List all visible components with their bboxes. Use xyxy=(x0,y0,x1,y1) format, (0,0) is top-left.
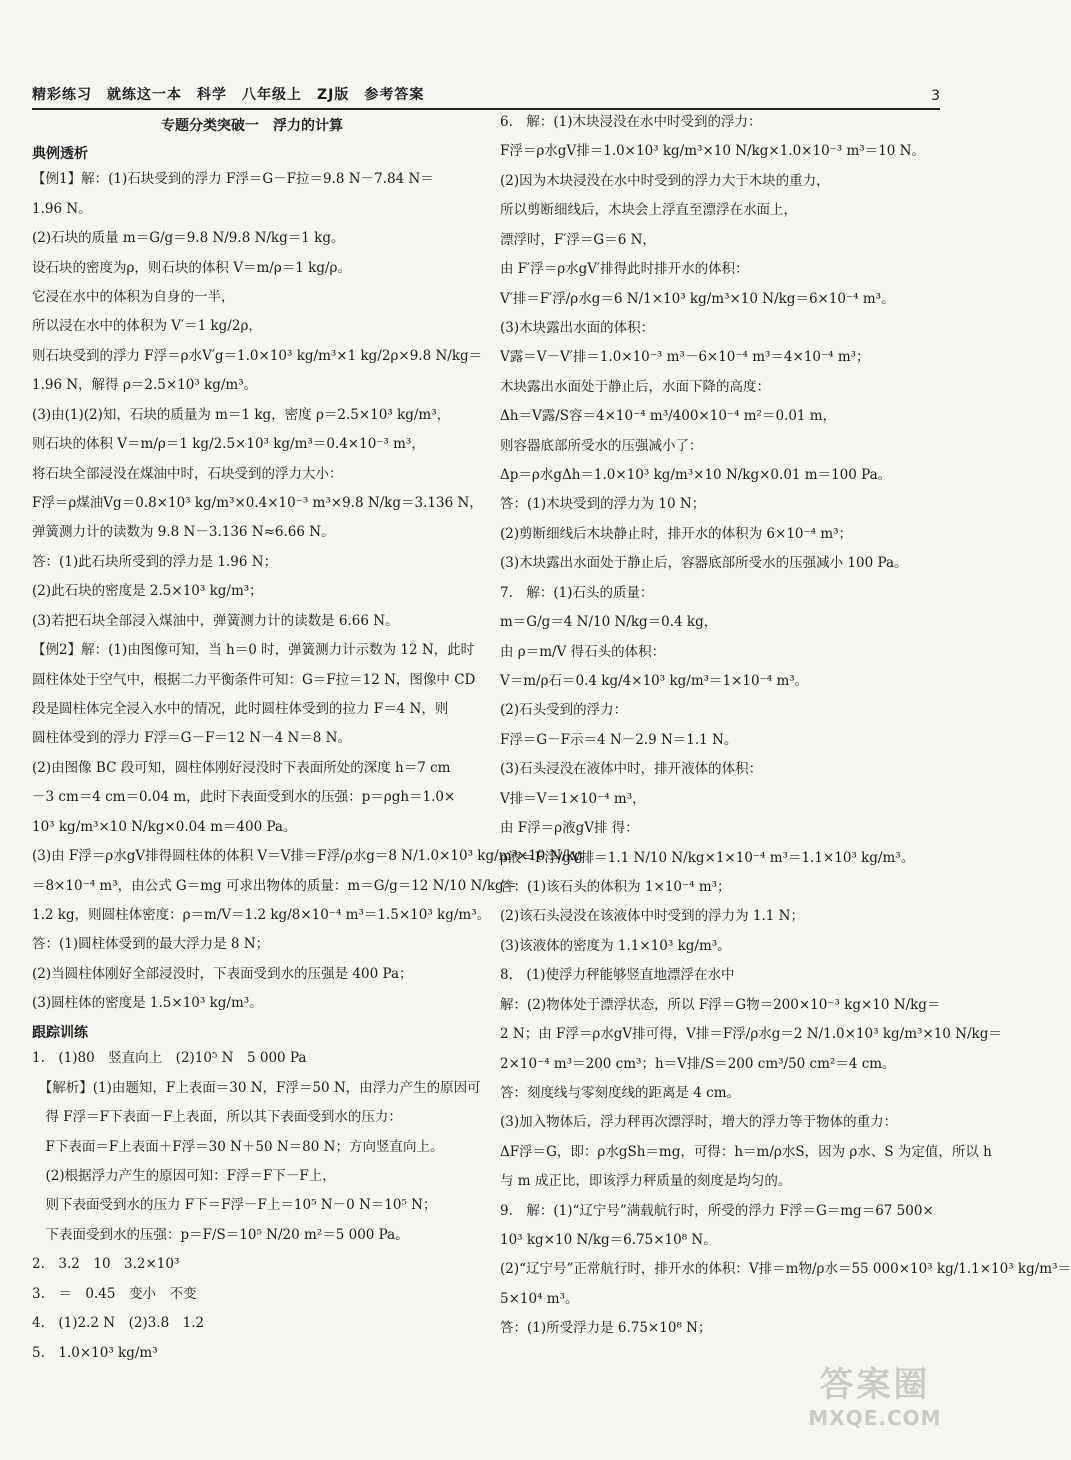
text-line: 8. (1)使浮力秤能够竖直地漂浮在水中 xyxy=(500,967,735,984)
text-line: 由 F′浮＝ρ水gV′排得此时排开水的体积： xyxy=(500,261,749,278)
text-line: F浮＝G－F示＝4 N－2.9 N＝1.1 N。 xyxy=(500,731,738,748)
text-line: 5. 1.0×10³ kg/m³ xyxy=(32,1344,158,1361)
text-line: 答：(1)所受浮力是 6.75×10⁸ N； xyxy=(500,1320,712,1337)
text-line: (3)该液体的密度为 1.1×10³ kg/m³。 xyxy=(500,937,731,954)
text-line: (2)剪断细线后木块静止时，排开水的体积为 6×10⁻⁴ m³； xyxy=(500,525,853,542)
text-line: V排＝V＝1×10⁻⁴ m³， xyxy=(500,790,646,807)
text-line: (2)该石头浸没在该液体中时受到的浮力为 1.1 N； xyxy=(500,908,804,925)
text-line: Δp＝ρ水gΔh＝1.0×10³ kg/m³×10 N/kg×0.01 m＝100 Pa。 xyxy=(500,467,892,484)
text-line: 答：刻度线与零刻度线的距离是 4 cm。 xyxy=(500,1084,741,1101)
text-line: 4. (1)2.2 N (2)3.8 1.2 xyxy=(32,1315,205,1332)
text-line: 1.96 N，解得 ρ＝2.5×10³ kg/m³。 xyxy=(32,377,258,394)
text-line: 由 ρ＝m/V 得石头的体积： xyxy=(500,643,666,660)
text-line: (2)此石块的密度是 2.5×10³ kg/m³； xyxy=(32,583,263,600)
text-line: (2)“辽宁号”正常航行时，排开水的体积：V排＝m物/ρ水＝55 000×10³ kg/1.1×10³ kg/m³＝ xyxy=(500,1261,1071,1278)
text-line: 则容器底部所受水的压强减小了： xyxy=(500,437,703,454)
text-line: (3)石头浸没在液体中时，排开液体的体积： xyxy=(500,761,763,778)
text-line: (3)由 F浮＝ρ水gV排得圆柱体的体积 V＝V排＝F浮/ρ水g＝8 N/1.0×10³ kg/m³×10 N/kg xyxy=(32,848,583,865)
text-line: 答：(1)木块受到的浮力为 10 N； xyxy=(500,496,706,513)
text-line: Δh＝V露/S容＝4×10⁻⁴ m³/400×10⁻⁴ m²＝0.01 m， xyxy=(500,408,837,425)
text-line: 【解析】(1)由题知，F上表面＝30 N，F浮＝50 N，由浮力产生的原因可 xyxy=(32,1079,481,1096)
page-number: 3 xyxy=(931,88,940,104)
text-line: ΔF浮＝G，即：ρ水gSh＝mg，可得：h＝m/ρ水S，因为 ρ水、S 为定值，所以 h xyxy=(500,1143,992,1160)
text-line: (2)石块的质量 m＝G/g＝9.8 N/9.8 N/kg＝1 kg。 xyxy=(32,230,345,247)
watermark-logo xyxy=(770,1357,980,1452)
text-line: (3)加入物体后，浮力秤再次漂浮时，增大的浮力等于物体的重力： xyxy=(500,1114,898,1131)
text-line: 5×10⁴ m³。 xyxy=(500,1290,579,1307)
text-line: 解：(2)物体处于漂浮状态，所以 F浮＝G物＝200×10⁻³ kg×10 N/kg＝ xyxy=(500,996,941,1013)
text-line: 所以浸在水中的体积为 V′＝1 kg/2ρ， xyxy=(32,318,262,335)
right-column xyxy=(500,112,1071,1348)
text-line: 3. ＝ 0.45 变小 不变 xyxy=(32,1285,197,1302)
text-line: 由 F浮＝ρ液gV排 得： xyxy=(500,820,639,837)
text-line: 1.2 kg，则圆柱体密度：ρ＝m/V＝1.2 kg/8×10⁻⁴ m³＝1.5×10³ kg/m³。 xyxy=(32,906,491,923)
text-line: V′排＝F′浮/ρ水g＝6 N/1×10³ kg/m³×10 N/kg＝6×10⁻⁴ m³。 xyxy=(500,290,895,307)
watermark-text: 答案圈 xyxy=(819,1365,931,1405)
text-line: (2)石头受到的浮力： xyxy=(500,702,628,719)
text-line: 10³ kg×10 N/kg＝6.75×10⁸ N。 xyxy=(500,1232,717,1249)
text-line: ＝8×10⁻⁴ m³，由公式 G＝mg 可求出物体的质量：m＝G/g＝12 N/10 N/kg＝ xyxy=(32,877,518,894)
watermark-url: MXQE.COM xyxy=(808,1406,942,1430)
text-line: (3)由(1)(2)知，石块的质量为 m＝1 kg，密度 ρ＝2.5×10³ kg/m³， xyxy=(32,406,451,423)
text-line: V露＝V－V′排＝1.0×10⁻³ m³－6×10⁻⁴ m³＝4×10⁻⁴ m³； xyxy=(500,349,870,366)
text-line: －3 cm＝4 cm＝0.04 m，此时下表面受到水的压强：p＝ρgh＝1.0× xyxy=(32,789,456,806)
text-line: 弹簧测力计的读数为 9.8 N－3.136 N≈6.66 N。 xyxy=(32,524,335,541)
text-line: 1.96 N。 xyxy=(32,200,92,217)
text-line: F浮＝ρ水gV排＝1.0×10³ kg/m³×10 N/kg×1.0×10⁻³ m³＝10 N。 xyxy=(500,143,925,160)
text-line: 则石块的体积 V＝m/ρ＝1 kg/2.5×10³ kg/m³＝0.4×10⁻³ m³， xyxy=(32,436,425,453)
text-line: 得 F浮＝F下表面－F上表面，所以其下表面受到水的压力： xyxy=(32,1109,402,1126)
text-line: 木块露出水面处于静止后，水面下降的高度： xyxy=(500,378,770,395)
text-line: 10³ kg/m³×10 N/kg×0.04 m＝400 Pa。 xyxy=(32,818,297,835)
text-line: 2 N；由 F浮＝ρ水gV排可得，V排＝F浮/ρ水g＝2 N/1.0×10³ kg/m³×10 N/kg＝ xyxy=(500,1026,1002,1043)
header-title: 精彩练习 就练这一本 科学 八年级上 ZJ版 参考答案 xyxy=(32,87,425,103)
text-line: F浮＝ρ煤油Vg＝0.8×10³ kg/m³×0.4×10⁻³ m³×9.8 N/kg＝3.136 N， xyxy=(32,495,483,512)
text-line: 2. 3.2 10 3.2×10³ xyxy=(32,1256,180,1273)
text-line: 则石块受到的浮力 F浮＝ρ水V′g＝1.0×10³ kg/m³×1 kg/2ρ×9.8 N/kg＝ xyxy=(32,347,483,364)
text-line: 2×10⁻⁴ m³＝200 cm³；h＝V排/S＝200 cm³/50 cm²＝4 cm。 xyxy=(500,1055,896,1072)
text-line: m＝G/g＝4 N/10 N/kg＝0.4 kg， xyxy=(500,614,718,631)
answers-body xyxy=(500,112,1071,1339)
page-header xyxy=(32,74,940,110)
text-line: (2)因为木块浸没在水中时受到的浮力大于木块的重力， xyxy=(500,172,830,189)
text-line: 1. (1)80 竖直向上 (2)10⁵ N 5 000 Pa xyxy=(32,1050,307,1067)
text-line: (3)圆柱体的密度是 1.5×10³ kg/m³。 xyxy=(32,995,263,1012)
text-line: 6. 解：(1)木块浸没在水中时受到的浮力： xyxy=(500,114,762,130)
text-line: 圆柱体受到的浮力 F浮＝G－F＝12 N－4 N＝8 N。 xyxy=(32,730,351,747)
text-line: 7. 解：(1)石头的质量： xyxy=(500,584,654,601)
text-line: 圆柱体处于空气中，根据二力平衡条件可知：G＝F拉＝12 N，图像中 CD xyxy=(32,671,476,688)
section-heading-practice: 跟踪训练 xyxy=(32,1024,88,1041)
text-line: (3)木块露出水面的体积： xyxy=(500,319,655,336)
text-line: 设石块的密度为ρ，则石块的体积 V＝m/ρ＝1 kg/ρ。 xyxy=(32,259,351,276)
text-line: 将石块全部浸没在煤油中时，石块受到的浮力大小： xyxy=(32,465,343,482)
section-heading-examples: 典例透析 xyxy=(32,145,88,162)
text-line: 所以剪断细线后，木块会上浮直至漂浮在水面上， xyxy=(500,202,797,219)
text-line: V＝m/ρ石＝0.4 kg/4×10³ kg/m³＝1×10⁻⁴ m³。 xyxy=(500,673,809,690)
text-line: F下表面＝F上表面＋F浮＝30 N＋50 N＝80 N；方向竖直向上。 xyxy=(32,1138,444,1155)
text-line: (3)若把石块全部浸入煤油中，弹簧测力计的读数是 6.66 N。 xyxy=(32,612,399,629)
text-line: 答：(1)此石块所受到的浮力是 1.96 N； xyxy=(32,553,278,570)
text-line: (3)木块露出水面处于静止后，容器底部所受水的压强减小 100 Pa。 xyxy=(500,555,908,572)
text-line: 答：(1)圆柱体受到的最大浮力是 8 N； xyxy=(32,936,270,953)
text-line: ρ液＝F浮/gV排＝1.1 N/10 N/kg×1×10⁻⁴ m³＝1.1×10³ kg/m³。 xyxy=(500,849,915,866)
text-line: 【例1】解：(1)石块受到的浮力 F浮＝G－F拉＝9.8 N－7.84 N＝ xyxy=(32,171,434,188)
section-title: 专题分类突破一 浮力的计算 xyxy=(161,118,343,134)
text-line: 漂浮时，F′浮＝G＝6 N， xyxy=(500,231,656,248)
text-line: 它浸在水中的体积为自身的一半， xyxy=(32,289,235,306)
text-line: 【例2】解：(1)由图像可知，当 h＝0 时，弹簧测力计示数为 12 N，此时 xyxy=(32,642,475,659)
text-line: 下表面受到水的压强：p＝F/S＝10⁵ N/20 m²＝5 000 Pa。 xyxy=(32,1226,409,1243)
text-line: 段是圆柱体完全浸入水中的情况，此时圆柱体受到的拉力 F＝4 N，则 xyxy=(32,700,449,717)
practice-body xyxy=(32,1048,481,1363)
text-line: 答：(1)该石头的体积为 1×10⁻⁴ m³； xyxy=(500,878,731,895)
text-line: (2)由图像 BC 段可知，圆柱体刚好浸没时下表面所处的深度 h＝7 cm xyxy=(32,759,451,776)
text-line: 9. 解：(1)“辽宁号”满载航行时，所受的浮力 F浮＝G＝mg＝67 500× xyxy=(500,1202,934,1219)
text-line: (2)根据浮力产生的原因可知：F浮＝F下－F上， xyxy=(32,1167,336,1184)
text-line: 则下表面受到水的压力 F下＝F浮－F上＝10⁵ N－0 N＝10⁵ N； xyxy=(32,1197,437,1214)
text-line: (2)当圆柱体刚好全部浸没时，下表面受到水的压强是 400 Pa； xyxy=(32,965,413,982)
text-line: 与 m 成正比，即该浮力秤质量的刻度是均匀的。 xyxy=(500,1173,792,1190)
